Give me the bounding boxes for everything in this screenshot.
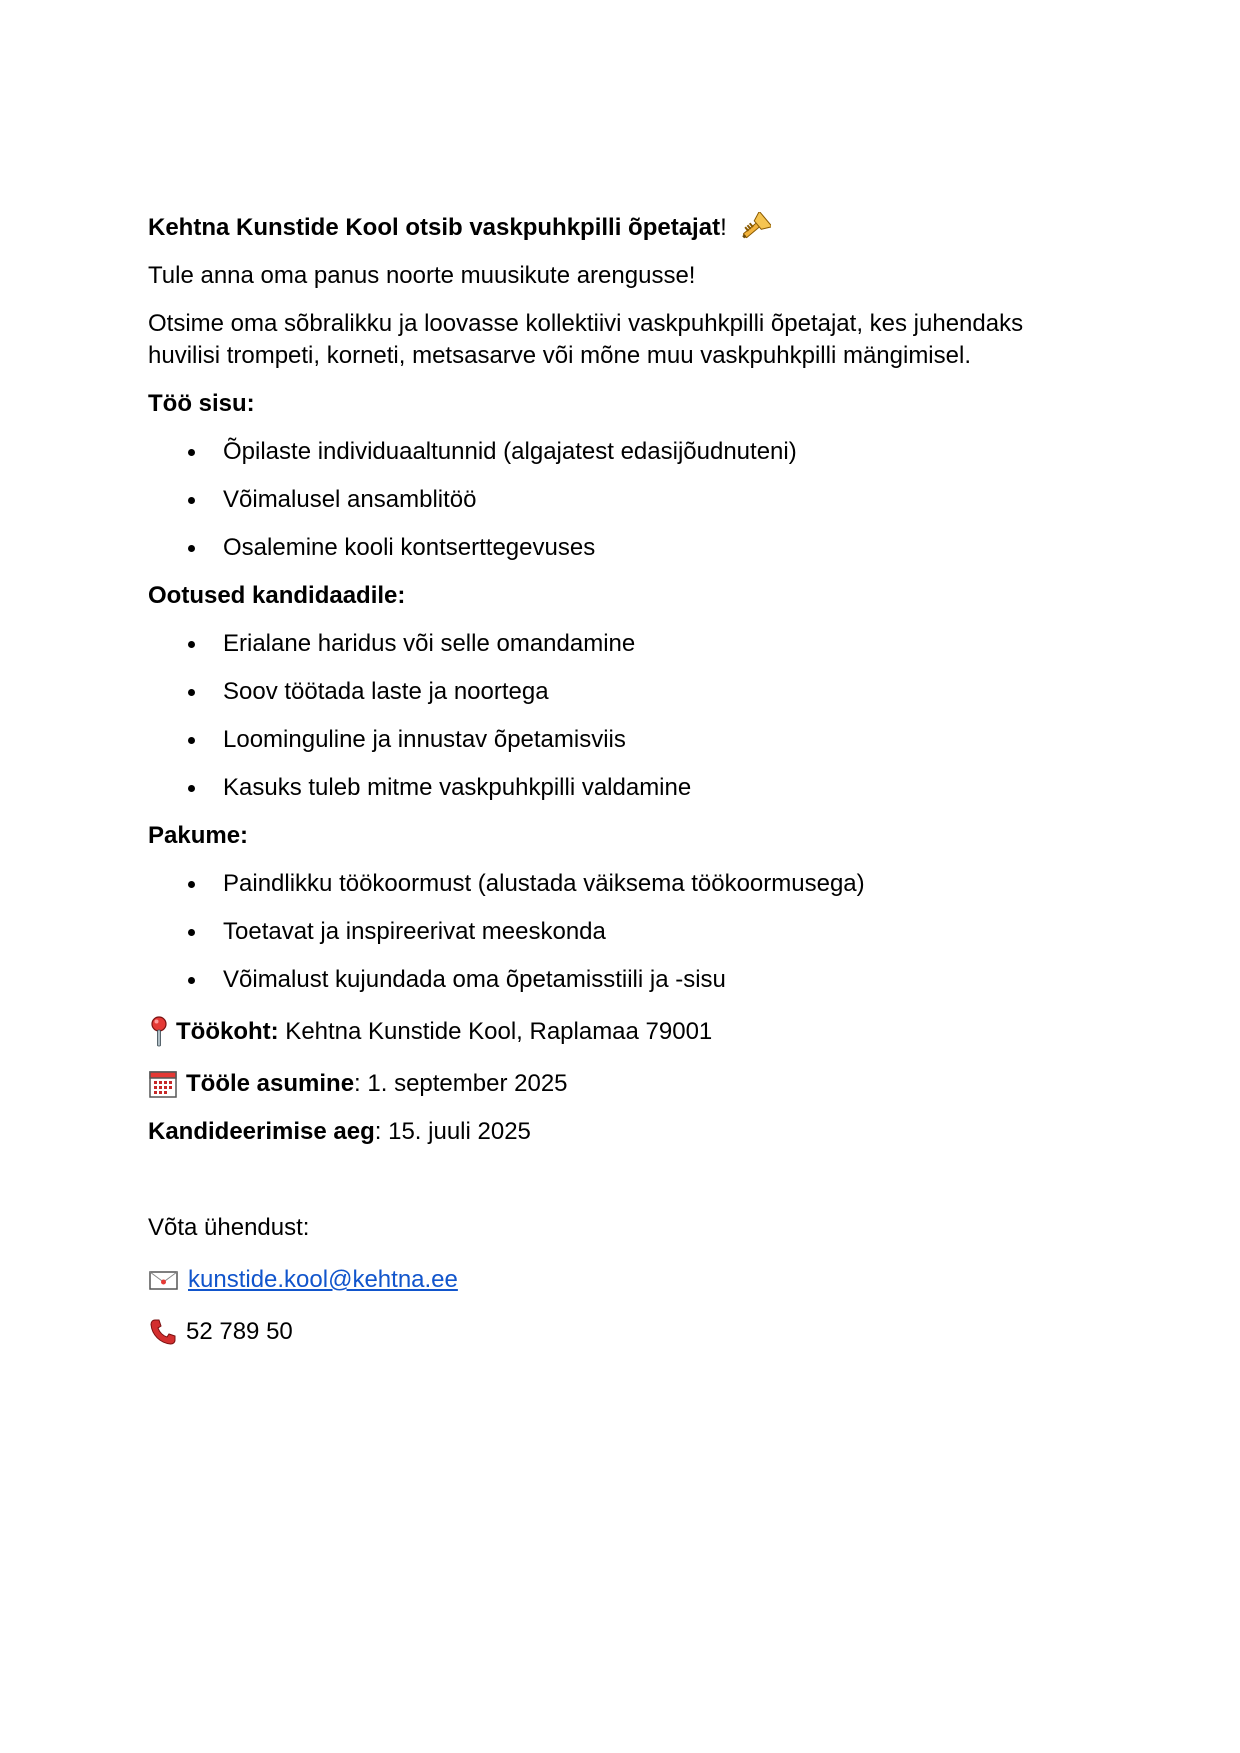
bullet-icon bbox=[188, 545, 195, 552]
title-exclamation: ! bbox=[720, 214, 727, 241]
list-item bbox=[148, 724, 1088, 756]
email-row bbox=[148, 1264, 1088, 1296]
envelope-icon bbox=[148, 1268, 180, 1292]
bullet-icon bbox=[188, 977, 195, 984]
deadline-row bbox=[148, 1116, 1088, 1148]
pin-icon bbox=[148, 1016, 174, 1048]
start-value: : 1. september 2025 bbox=[354, 1070, 568, 1097]
spacer bbox=[148, 1164, 1088, 1212]
contact-heading: Võta ühendust: bbox=[148, 1214, 310, 1241]
list-item-text: Loominguline ja innustav õpetamisviis bbox=[223, 726, 626, 753]
bullet-icon bbox=[188, 737, 195, 744]
trumpet-icon bbox=[739, 212, 771, 244]
phone-icon bbox=[148, 1317, 178, 1347]
phone-row bbox=[148, 1316, 1088, 1348]
list-item bbox=[148, 916, 1088, 948]
list-item-text: Osalemine kooli kontserttegevuses bbox=[223, 534, 596, 561]
offer-list bbox=[148, 868, 1088, 996]
list-item bbox=[148, 484, 1088, 516]
expectations-heading: Ootused kandidaadile: bbox=[148, 582, 406, 609]
list-item-text: Võimalusel ansamblitöö bbox=[223, 486, 477, 513]
bullet-icon bbox=[188, 785, 195, 792]
start-row bbox=[148, 1068, 1088, 1100]
list-item-text: Soov töötada laste ja noortega bbox=[223, 678, 549, 705]
deadline-value: : 15. juuli 2025 bbox=[374, 1118, 531, 1145]
list-item bbox=[148, 868, 1088, 900]
bullet-icon bbox=[188, 497, 195, 504]
duties-heading: Töö sisu: bbox=[148, 390, 255, 417]
bullet-icon bbox=[188, 641, 195, 648]
bullet-icon bbox=[188, 929, 195, 936]
list-item-text: Kasuks tuleb mitme vaskpuhkpilli valdamine bbox=[223, 774, 692, 801]
page-title bbox=[148, 212, 1088, 244]
expectations-list bbox=[148, 628, 1088, 804]
tagline: Tule anna oma panus noorte muusikute arengusse! bbox=[148, 262, 696, 289]
list-item bbox=[148, 628, 1088, 660]
description: Otsime oma sõbralikku ja loovasse kollektiivi vaskpuhkpilli õpetajat, kes juhendaks huvilisi trompeti, korneti, metsasarve või mõne muu vaskpuhkpilli mängimisel. bbox=[148, 310, 1024, 369]
list-item bbox=[148, 772, 1088, 804]
bullet-icon bbox=[188, 689, 195, 696]
email-link[interactable]: kunstide.kool@kehtna.ee bbox=[188, 1266, 458, 1293]
calendar-icon bbox=[148, 1069, 178, 1099]
list-item bbox=[148, 676, 1088, 708]
list-item-text: Erialane haridus või selle omandamine bbox=[223, 630, 636, 657]
offer-heading: Pakume: bbox=[148, 822, 249, 849]
list-item-text: Paindlikku töökoormust (alustada väiksema töökoormusega) bbox=[223, 870, 865, 897]
deadline-label: Kandideerimise aeg bbox=[148, 1118, 375, 1145]
list-item bbox=[148, 532, 1088, 564]
list-item-text: Võimalust kujundada oma õpetamisstiili ja -sisu bbox=[223, 966, 726, 993]
bullet-icon bbox=[188, 881, 195, 888]
duties-list bbox=[148, 436, 1088, 564]
phone-number: 52 789 50 bbox=[186, 1318, 293, 1345]
job-posting bbox=[148, 212, 1088, 1364]
title-text: Kehtna Kunstide Kool otsib vaskpuhkpilli õpetajat bbox=[148, 214, 721, 241]
list-item bbox=[148, 436, 1088, 468]
bullet-icon bbox=[188, 449, 195, 456]
start-label: Tööle asumine bbox=[186, 1070, 355, 1097]
list-item-text: Õpilaste individuaaltunnid (algajatest edasijõudnuteni) bbox=[223, 438, 797, 465]
location-value: Kehtna Kunstide Kool, Raplamaa 79001 bbox=[278, 1018, 713, 1045]
list-item bbox=[148, 964, 1088, 996]
location-row bbox=[148, 1016, 1088, 1048]
location-label: Töökoht: bbox=[176, 1018, 279, 1045]
list-item-text: Toetavat ja inspireerivat meeskonda bbox=[223, 918, 606, 945]
